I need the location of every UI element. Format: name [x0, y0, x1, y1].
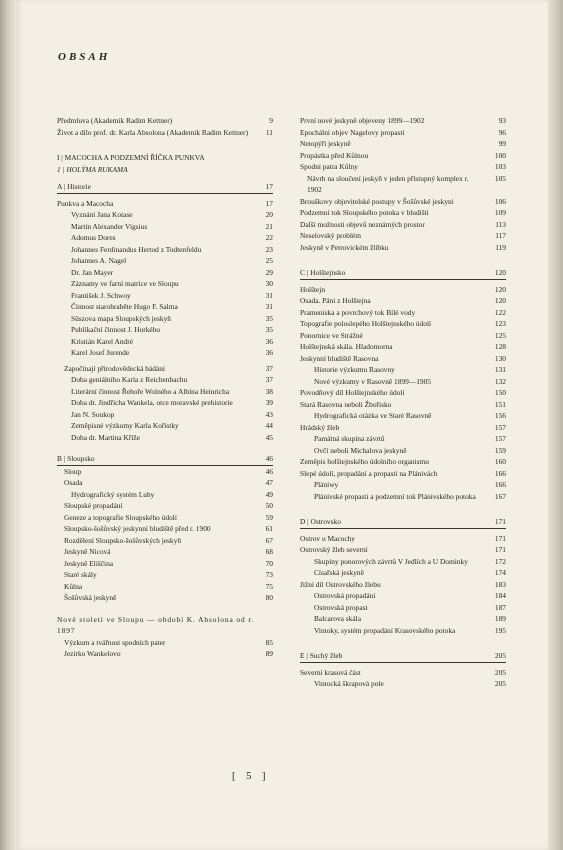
- section-heading: C | Holštejnsko 120: [300, 267, 506, 280]
- toc-entry: Vyznání Jana Kotase 20: [71, 210, 273, 219]
- section-heading: D | Ostrovsko 171: [300, 516, 506, 529]
- toc-entry: Jeskyně Nicová 68: [64, 547, 273, 556]
- toc-entry: Rozdělení Sloupsko-šošůvských jeskyň 67: [64, 535, 273, 545]
- toc-left-column: [57, 115, 273, 660]
- toc-entry: Doba dr. Martina Kříže 45: [71, 432, 273, 442]
- toc-entry: Sloupské propadání 50: [64, 501, 273, 510]
- toc-entry: Sloupsko-šošůvský jeskynní bludiště před r. 1900 61: [64, 524, 273, 533]
- toc-entry: Karel Josef Jurende 36: [71, 348, 273, 357]
- toc-entry: Geneze a topografie Sloupského údolí 59: [64, 512, 273, 522]
- toc-entry: První nové jeskyně objeveny 1899—1902 93: [300, 116, 506, 125]
- page-number: [ 5 ]: [232, 771, 270, 782]
- toc-entry: Jan N. Soukop 43: [71, 409, 273, 419]
- toc-entry: Prameniska a povrchový tok Bílé vody 122: [300, 307, 506, 317]
- toc-entry: Podzemní tok Sloupského potoka v bludišti 109: [300, 208, 506, 217]
- toc-entry: Plániwy 166: [314, 480, 506, 489]
- toc-entry: František J. Schwoy 31: [71, 290, 273, 300]
- toc-entry: Skupiny ponorových závrtů V Jedlích a U Dominky 172: [314, 556, 506, 566]
- toc-entry: Holštejn 120: [300, 284, 506, 294]
- toc-entry: Osada. Páni z Holštejna 120: [300, 296, 506, 305]
- toc-entry: Nové výzkumy v Rasovně 1899—1905 132: [314, 376, 506, 386]
- toc-entry: Jižní díl Ostrovského žlebu 183: [300, 579, 506, 589]
- toc-entry: Hrádský žleb 157: [300, 422, 506, 432]
- toc-entry: Další možnosti objevů neznámých prostor 113: [300, 219, 506, 229]
- book-binding: [0, 0, 16, 850]
- toc-right-column: [300, 115, 506, 690]
- toc-entry: Památná skupina závrtů 157: [314, 434, 506, 443]
- toc-entry: Johannes A. Nagel 25: [71, 256, 273, 265]
- toc-entry: Jeskynní bludiště Rasovna 130: [300, 353, 506, 363]
- toc-entry: Historie výzkumu Rasovny 131: [314, 365, 506, 374]
- toc-entry: Doba dr. Jindřicha Wankela, otce moravské prehistorie 39: [71, 398, 273, 407]
- page-edge: [548, 0, 563, 850]
- section-heading: E | Suchý žleb 205: [300, 650, 506, 663]
- toc-entry: Adomus Dores 22: [71, 233, 273, 242]
- toc-entry: Severní krasová část 205: [300, 667, 506, 677]
- toc-entry: Zeměpis holštejnského údolního organismu 160: [300, 457, 506, 466]
- toc-entry: Kůlna 75: [64, 581, 273, 591]
- toc-entry: Dr. Jan Mayer 29: [71, 267, 273, 277]
- toc-entry: Císařská jeskyně 174: [314, 568, 506, 577]
- toc-entry: Započínají přírodovědecká bádání 37: [64, 363, 273, 373]
- toc-entry: Předmluva (Akademik Radim Kettner) 9: [57, 116, 273, 125]
- toc-entry: Ostrovská propast 187: [314, 602, 506, 612]
- toc-entry: Činnost starohraběte Hugo F. Salma 31: [71, 302, 273, 311]
- toc-entry: Plánivské propasti a podzemní tok Plánivského potoka 167: [314, 491, 506, 501]
- toc-entry: Epochální objev Nagelovy propasti 96: [300, 127, 506, 137]
- toc-entry: Stará Rasovna neboli Žbořisko 151: [300, 399, 506, 409]
- toc-entry: Vintoky, systém propadání Krasovského potoka 195: [314, 625, 506, 635]
- toc-entry: Balcarova skála 189: [314, 614, 506, 623]
- chapter-heading: Nové století ve Sloupu — období K. Absolona od r. 1897: [57, 614, 255, 635]
- toc-entry: Publikační činnost J. Horkého 35: [71, 325, 273, 334]
- toc-entry: Jeskyně Eliščina 70: [64, 558, 273, 568]
- toc-entry: Brouškovy objevitelské postupy v Šošůvské jeskyni 106: [300, 196, 506, 206]
- toc-entry: Hydrografický systém Luhy 49: [71, 489, 273, 499]
- toc-entry: Zeměpisné výzkumy Karla Kořistky 44: [71, 421, 273, 430]
- toc-entry: Šošůvská jeskyně 80: [64, 593, 273, 602]
- toc-entry: Holštejnská skála. Hladomorna 128: [300, 342, 506, 351]
- toc-entry: Ostrovský žleb severní 171: [300, 545, 506, 554]
- toc-entry: Osada 47: [64, 478, 273, 487]
- toc-entry: Život a dílo prof. dr. Karla Absolona (Akademik Radim Kettner) 11: [57, 127, 273, 137]
- part-subheading: 1 | HOLÝMA RUKAMA: [57, 164, 128, 174]
- section-heading: A | Historie 17: [57, 181, 273, 194]
- toc-entry: Záznamy ve farní matrice ve Sloupu 30: [71, 279, 273, 288]
- toc-entry: Návrh na sloučení jeskyň v jeden přístupný komplex r. 1902 105: [307, 173, 506, 194]
- toc-entry: Martin Alexander Vigsius 21: [71, 221, 273, 231]
- toc-entry: Ostrovská propadání 184: [314, 591, 506, 600]
- toc-entry: Výzkum a tvářnost spodních pater 85: [64, 637, 273, 647]
- section-heading: B | Sloupsko 46: [57, 453, 273, 466]
- toc-entry: Doba geniálního Karla z Reichenbachu 37: [71, 375, 273, 384]
- toc-entry: Netopýří jeskyně 99: [300, 139, 506, 148]
- toc-entry: Topografie poloslepého Holštejnského údolí 123: [300, 319, 506, 328]
- toc-entry: Povodňový díl Holštejnského údolí 150: [300, 388, 506, 397]
- toc-entry: Hydrografická otázka ve Staré Rasovně 156: [314, 411, 506, 420]
- toc-entry: Slepé údolí, propadání a propasti na Plánivách 166: [300, 468, 506, 478]
- toc-entry: Punkva a Macocha 17: [57, 198, 273, 208]
- toc-entry: Staré skály 73: [64, 570, 273, 579]
- page-title: OBSAH: [58, 51, 111, 63]
- part-heading: I | MACOCHA A PODZEMNÍ ŘÍČKA PUNKVA: [57, 153, 205, 162]
- toc-entry: Propástka před Kůlnou 100: [300, 150, 506, 160]
- toc-entry: Ovčí neboli Michalova jeskyně 159: [314, 445, 506, 455]
- toc-entry: Vintocká škrapová pole 205: [314, 679, 506, 688]
- toc-entry: Ponornice ve Strážné 125: [300, 330, 506, 340]
- toc-entry: Spodní patra Kůlny 103: [300, 162, 506, 171]
- toc-entry: Jeskyně v Petrovickém žlíbku 119: [300, 242, 506, 252]
- toc-entry: Neselovský problém 117: [300, 231, 506, 240]
- toc-entry: Literární činnost Řehoře Wolného a Albína Heinricha 38: [71, 386, 273, 396]
- toc-entry: Jezírko Wankelovo 89: [64, 649, 273, 658]
- toc-entry: Sloup 46: [64, 466, 273, 476]
- toc-entry: Johannes Ferdinandus Hertod z Todtenfeldu 23: [71, 244, 273, 254]
- toc-entry: Süszova mapa Sloupských jeskyň 35: [71, 313, 273, 323]
- toc-entry: Ostrov u Macochy 171: [300, 533, 506, 543]
- toc-entry: Kristián Karel André 36: [71, 336, 273, 346]
